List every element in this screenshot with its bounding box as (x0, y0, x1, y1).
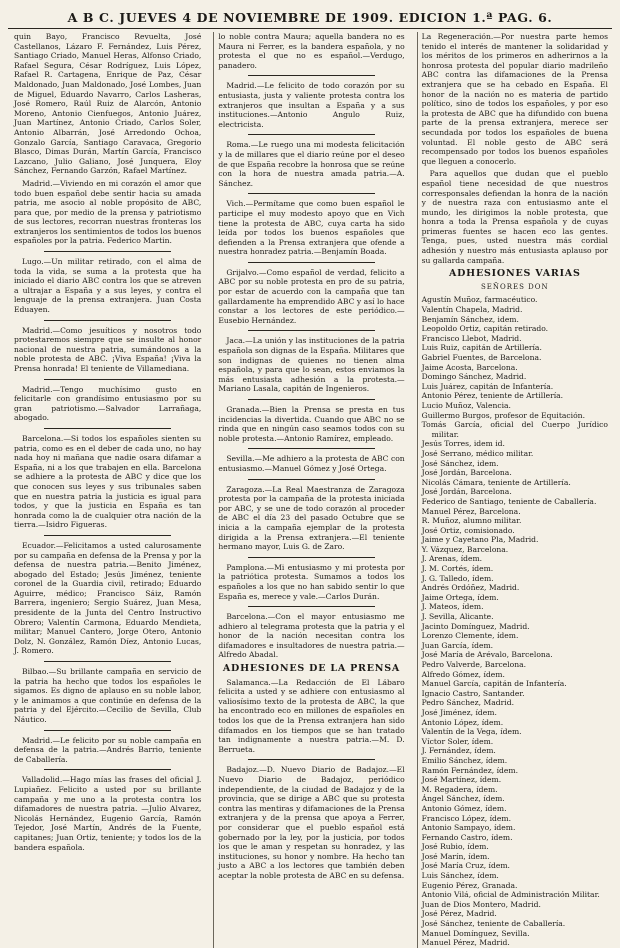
list-item: Guillermo Burgos, profesor de Equitación. (421, 410, 585, 420)
list-item: M. Regadera, ídem. (421, 784, 498, 794)
list-item: José Sánchez, teniente de Caballería. (421, 919, 566, 929)
paragraph: Barcelona.—Con el mayor entusiasmo me adhiero al telegrama protesta que la patria y el honor de la nación necesitan contra los difamadores e insultadores de nuestra patria.—Alfredo Abadal. (218, 612, 405, 660)
list-item: Pedro Sánchez, Madrid. (421, 698, 514, 708)
list-item: Manuel García, capitán de Infantería. (421, 679, 567, 689)
list-item: José Martínez, ídem. (421, 775, 502, 785)
list-item: Andrés Ordóñez, Madrid. (421, 583, 520, 593)
paragraph: Pamplona.—Mi entusiasmo y mi protesta por la patriótica protesta. Sumamos a todos los españoles a los que no han sabido sentir lo que España es, merece y vale.—Carlos Durán. (218, 562, 405, 601)
paragraph: Ecuador.—Felicitamos a usted calurosamente por su campaña en defensa de la Prensa y por la defensa de nuestra patria.—Benito Jiménez, abogado del Estado; Jesús Jiménez, teniente coronel de la Guardia civil, retirado; Eduardo Aguirre, médico; Francisco Sáiz, Ramón Barrera, ingeniero; Sergio Suárez, Juan Mesa, presidente de la Junta del Centro Instructivo Obrero; Valentín Carmona, Eduardo Mendieta, militar; Manuel Cantero, Jorge Otero, Antonio Dolz, N. González, Ramón Díez, Antonio Lucas, J. Romero. (14, 540, 202, 656)
list-item: José Marín, ídem. (421, 851, 490, 861)
list-item: Jacinto Domínguez, Madrid. (421, 621, 530, 631)
list-item: Alfredo Gómez, ídem. (421, 669, 505, 679)
list-item: Gabriel Fuentes, de Barcelona. (421, 353, 542, 362)
list-item: Antonio Gómez, ídem. (421, 803, 507, 813)
divider (248, 479, 374, 480)
paragraph: Salamanca.—La Redacción de El Lábaro felicita a usted y se adhiere con entusiasmo al valiosísimo texto de la protesta de ABC, la que ha encontrado eco en millones de españoles en todos los que de la Prensa extranjera han sido difamados en los tiempos que se han tratado tan indignamente a nuestra patria.—M. D. Berrueta. (218, 677, 405, 754)
list-item: Francisco López, ídem. (421, 813, 511, 823)
columns (10, 32, 612, 948)
section-title: ADHESIONES VARIAS (448, 268, 581, 280)
list-item: Y. Vázquez, Barcelona. (421, 544, 509, 554)
divider (44, 251, 171, 252)
list-item: Manuel Pérez, Madrid. (421, 938, 510, 948)
list-item: Agustín Muñoz, farmacéutico. (421, 295, 538, 305)
paragraph: Para aquellos que dudan que el pueblo español tiene necesidad de que nuestros corresponsales defiendan la honra de la nación y de nuestra raza con entusiasmo ante el mundo, les dirigimos la noble protesta, que honra a toda la Prensa española y de cuyas primeras fuentes se hacen eco las gentes. Tenga, pues, usted nuestra más cordial adhesión y nuestro más entusiasta aplauso por su gallarda campaña. (421, 169, 608, 265)
divider (248, 330, 374, 331)
list-item: Juan de Dios Montero, Madrid. (421, 899, 541, 909)
paragraph: Lugo.—Un militar retirado, con el alma de toda la vida, se suma a la protesta que ha iniciado el diario ABC contra los que se atreven a ultrajar a España y a sus leyes, y contra el lenguaje de la prensa extranjera. Juan Costa Eduayen. (14, 257, 202, 315)
list-item: Jesús Torres, idem id. (421, 439, 505, 449)
divider (44, 769, 171, 770)
divider (248, 75, 374, 76)
list-item: Lorenzo Clemente, ídem. (421, 631, 519, 641)
paragraph: Bilbao.—Su brillante campaña en servicio de la patria ha hecho que todos los españoles le sigamos. Es digno de aplauso en su noble labor, y le animamos a que continúe en defensa de la patria y del Ejército.—Cecilio de Sevilla, Club Náutico. (14, 667, 202, 724)
list-item: Antonio Vilá, oficial de Administración Militar. (421, 890, 600, 900)
divider (44, 730, 171, 731)
list-item: Eugenio Pérez, Granada. (421, 880, 518, 890)
divider (248, 262, 374, 263)
list-item: Juan García, ídem. (421, 640, 494, 650)
paragraph: Jaca.—La unión y las instituciones de la patria española son dignas de la España. Militares que son indignas de quienes no tienen alma española, y para que lo sean, estos enviamos la más entusiasta adhesión a la protesta.—Mariano Lasala, capitán de Ingenieros. (218, 336, 405, 394)
list-item: Benjamín Sánchez, idem. (421, 314, 519, 324)
paragraph: Zaragoza.—La Real Maestranza de Zaragoza protesta por la campaña de la protesta iniciada por ABC, y se une de todo corazón al proceder de ABC el día 23 del pasado Octubre que se inicia a la campaña ejemplar de la protesta dirigida a la Prensa extranjera.—El teniente hermano mayor, Luis G. de Zaro. (218, 484, 405, 552)
paragraph: Roma.—Le ruego una mi modesta felicitación y la de millares que el diario reúne por el deseo de que España recobre la honrosa que se reúne con la hora de nuestra amada patria.—A. Sánchez. (218, 140, 405, 188)
list-item: J. Mateos, ídem. (421, 602, 484, 612)
list-item: José María de Arévalo, Barcelona. (421, 650, 553, 660)
list-item: J. M. Cortés, ídem. (421, 564, 494, 574)
list-item: Manuel Pérez, Barcelona. (421, 506, 521, 516)
list-item: José Sánchez, idem. (421, 458, 499, 468)
list-item: Jaime Acosta, Barcelona. (421, 362, 518, 372)
paragraph: Granada.—Bien la Prensa se presta en tus incidencias la divertida. Cuando que ABC no se rinda que en ningún caso seamos todos con su noble protesta.—Antonio Ramírez, empleado. (218, 405, 405, 443)
list-item: Jaime Ortega, ídem. (421, 592, 499, 602)
divider (44, 661, 171, 662)
paragraph: La Regeneración.—Por nuestra parte hemos tenido el interés de mantener la solidaridad y los méritos de los primeros en adherirnos a la honrosa protesta del popular diario madrileño ABC contra las difamaciones de la Prensa extranjera que se ha cebado en España. El honor de la nación no es materia de partido político, sino de todos los españoles, y por eso la protesta de ABC que ha difundido con buena parte de la prensa extranjera, merece ser secundada por todos los españoles de buena voluntad. El noble gesto de ABC será recompensado por todos los buenos españoles que lleguen a conocerlo. (421, 32, 608, 166)
list-item: Domingo Sánchez, Madrid. (421, 372, 527, 382)
list-item: Nicolás Cámara, teniente de Artillería. (421, 477, 571, 487)
divider (248, 193, 374, 194)
column-3 (417, 32, 612, 948)
divider (248, 134, 374, 135)
divider (248, 759, 374, 760)
list-item: Luis Juárez, capitán de Infantería. (421, 381, 554, 391)
list-item: J. Arenas, ídem. (421, 554, 483, 564)
divider (248, 399, 374, 400)
list-item: José Serrano, médico militar. (421, 448, 534, 458)
paragraph: Valladolid.—Hago mías las frases del oficial J. Lupiañez. Felicito a usted por su brillante campaña y me uno a la protesta contra los difamadores de nuestra patria. —Julio Alvarez, Nicolás Hernández, Eugenio García, Ramón Tejedor, José Martín, Andrés de la Fuente, capitanes; Juan Ortiz, teniente; y todos los de la bandera española. (14, 775, 202, 852)
divider (44, 535, 171, 536)
paragraph: Barcelona.—Si todos los españoles sienten su patria, como es en el deber de cada uno, no hay nada hoy ni mañana que nadie osara difamar a España, ni a los que trabajen en ella. Barcelona se adhiere a la protesta de ABC y dice que los que conocen sus leyes y sus tribunales saben que en nuestra patria la justicia es igual para todos, y que la justicia en España es tan honrada como la de cualquier otra nación de la tierra.—Isidro Figueras. (14, 433, 202, 530)
list-item: Jaime y Cayetano Pla, Madrid. (421, 535, 539, 545)
paragraph: Madrid.—Le felicito por su noble campaña en defensa de la patria.—Andrés Barrio, teniente de Caballería. (14, 735, 202, 764)
paragraph: Vich.—Permítame que como buen español le participe el muy modesto apoyo que en Vich tiene la protesta de ABC, cuya carta ha sido leída por todos los buenos españoles que defienden a la Prensa extranjera que ofende a nuestra honradez patria.—Benjamín Boada. (218, 199, 405, 257)
paragraph: Madrid.—Tengo muchísimo gusto en felicitarle con grandísimo entusiasmo por su gran patriotismo.—Salvador Larrañaga, abogado. (14, 384, 202, 423)
divider (248, 448, 374, 449)
list-item: José Ortiz, comisionado. (421, 525, 515, 535)
list-item: Francisco Llebot, Madrid. (421, 333, 522, 343)
column-1 (10, 32, 205, 948)
paragraph: Madrid.—Como jesuíticos y nosotros todo protestaremos siempre que se insulte al honor nacional de nuestra patria, sumándonos a la noble protesta de ABC. ¡Viva España! ¡Viva la Prensa honrada! El teniente de Villamediana. (14, 325, 202, 373)
divider (44, 379, 171, 380)
list-item: Ángel Sánchez, ídem. (421, 794, 505, 804)
paragraph: lo noble contra Maura; aquella bandera no es Maura ni Ferrer, es la bandera española, y no protesta el que no es español.—Verdugo, panadero. (218, 32, 405, 70)
list-item: José Jordán, Barcelona. (421, 468, 512, 478)
names-list (422, 295, 608, 947)
list-item: J. G. Talledo, ídem. (421, 573, 494, 583)
paragraph: Badajoz.—D. Nuevo Diario de Badajoz.—El Nuevo Diario de Badajoz, periódico independiente, de la ciudad de Badajoz y de la provincia, que se dirige a ABC que su protesta contra las mentiras y difamaciones de la Prensa extranjera y de la prensa que apoya a Ferrer, por considerar que el pueblo español está gobernado por la ley, por la justicia, por todos los que le aman y respetan su honradez, y las instituciones, su honor y nombre. Ha hecho tan justo a ABC a los lectores que también deben aceptar la noble protesta de ABC en su defensa. (218, 765, 405, 880)
list-item: J. Fernández, ídem. (421, 746, 496, 756)
column-2 (213, 32, 408, 948)
page-header (8, 6, 612, 29)
list-item: Tomás García, oficial del Cuerpo Jurídico militar. (421, 420, 608, 439)
list-item: José Jiménez, ídem. (421, 707, 497, 717)
list-item: Víctor Soler, ídem. (421, 736, 494, 746)
paragraph: quin Bayo, Francisco Revuelta, José Castellanos, Lázaro F. Fernández, Luis Pérez, Santiago Criado, Manuel Heras, Alfonso Criado, Rafael Segura, César Rodríguez, Luis López, Rafael R. Cartagena, Enrique de Paz, César Maldonado, Juan Maldonado, José Lombes, Juan de Miguel, Eduardo Navarro, Carlos Lasheras, José Romero, Raúl Ruiz de Alarcón, Antonio Moreno, Antonio Cienfuegos, Antonio Juárez, Juan Martínez, Antonio Criado, Carlos Soler, Antonio Albarrán, José Arredondo Ochoa, Gonzalo García, Santiago Caravaca, Gregorio Blasco, Dimas Durán, Martín García, Francisco Lazcano, Julio Galiano, José Junquera, Eloy Sánchez, Fernando Garzón, Rafael Martínez. (14, 32, 202, 176)
list-item: José Jordán, Barcelona. (421, 487, 512, 497)
list-item: Federico de Santiago, teniente de Caballería. (421, 496, 597, 506)
list-item: Ramón Fernández, ídem. (421, 765, 519, 775)
list-item: José Rubio, ídem. (421, 842, 489, 852)
list-item: Fernando Castro, ídem. (421, 832, 513, 842)
section-title: ADHESIONES DE LA PRENSA (222, 663, 401, 675)
paragraph: Grijalvo.—Como español de verdad, felicito a ABC por su noble protesta en pro de su patria, por estar de acuerdo con la campaña que tan gallardamente ha emprendido ABC y así lo hace constar a los lectores de este periódico.—Eusebio Hernández. (218, 267, 405, 325)
list-item: Luis Sánchez, ídem. (421, 871, 499, 881)
divider (248, 606, 374, 607)
list-item: José María Cruz, ídem. (421, 861, 510, 871)
header-text: A B C. JUEVES 4 DE NOVIEMBRE DE 1909. EDICION 1.ª PAG. 6. (67, 9, 553, 25)
divider (44, 320, 171, 321)
list-item: R. Muñoz, alumno militar. (421, 516, 522, 526)
paragraph: Madrid.—Viviendo en mi corazón el amor que todo buen español debe sentir hacia su amada patria, me asocio al noble propósito de ABC, para que, por medio de la prensa y patriotismo de sus lectores, recorran nuestras fronteras los extranjeros los sentimientos de todos los buenos españoles por la patria. Federico Martin. (14, 178, 202, 246)
list-item: Valentín de la Vega, ídem. (421, 727, 522, 737)
list-item: Manuel Domínguez, Sevilla. (421, 928, 530, 938)
list-item: Leopoldo Ortiz, capitán retirado. (421, 324, 549, 334)
list-item: Luis Ruiz, capitán de Artillería. (421, 343, 542, 353)
list-item: Antonio López, ídem. (421, 717, 504, 727)
divider (44, 428, 171, 429)
list-item: J. Sevilla, Alicante. (421, 612, 494, 622)
divider (248, 557, 374, 558)
list-item: Valentín Chapela, Madrid. (421, 305, 523, 315)
subheading: SEÑORES DON (480, 282, 549, 291)
list-item: Pedro Valverde, Barcelona. (421, 660, 527, 669)
list-item: Antonio Pérez, teniente de Artillería. (421, 391, 564, 401)
list-item: Emilio Sánchez, ídem. (421, 755, 508, 765)
paragraph: Madrid.—Le felicito de todo corazón por su entusiasta, justa y valiente protesta contra los extranjeros que insultan a España y a sus instituciones.—Antonio Angulo Ruiz, electricista. (218, 81, 405, 129)
list-item: Antonio Sampayo, ídem. (421, 823, 516, 833)
list-item: José Pérez, Madrid. (421, 909, 497, 919)
paragraph: Sevilla.—Me adhiero a la protesta de ABC con entusiasmo.—Manuel Gómez y José Ortega. (218, 454, 405, 473)
list-item: Lucio Muñoz, Valencia. (421, 400, 511, 410)
list-item: Ignacio Castro, Santander. (421, 688, 525, 698)
